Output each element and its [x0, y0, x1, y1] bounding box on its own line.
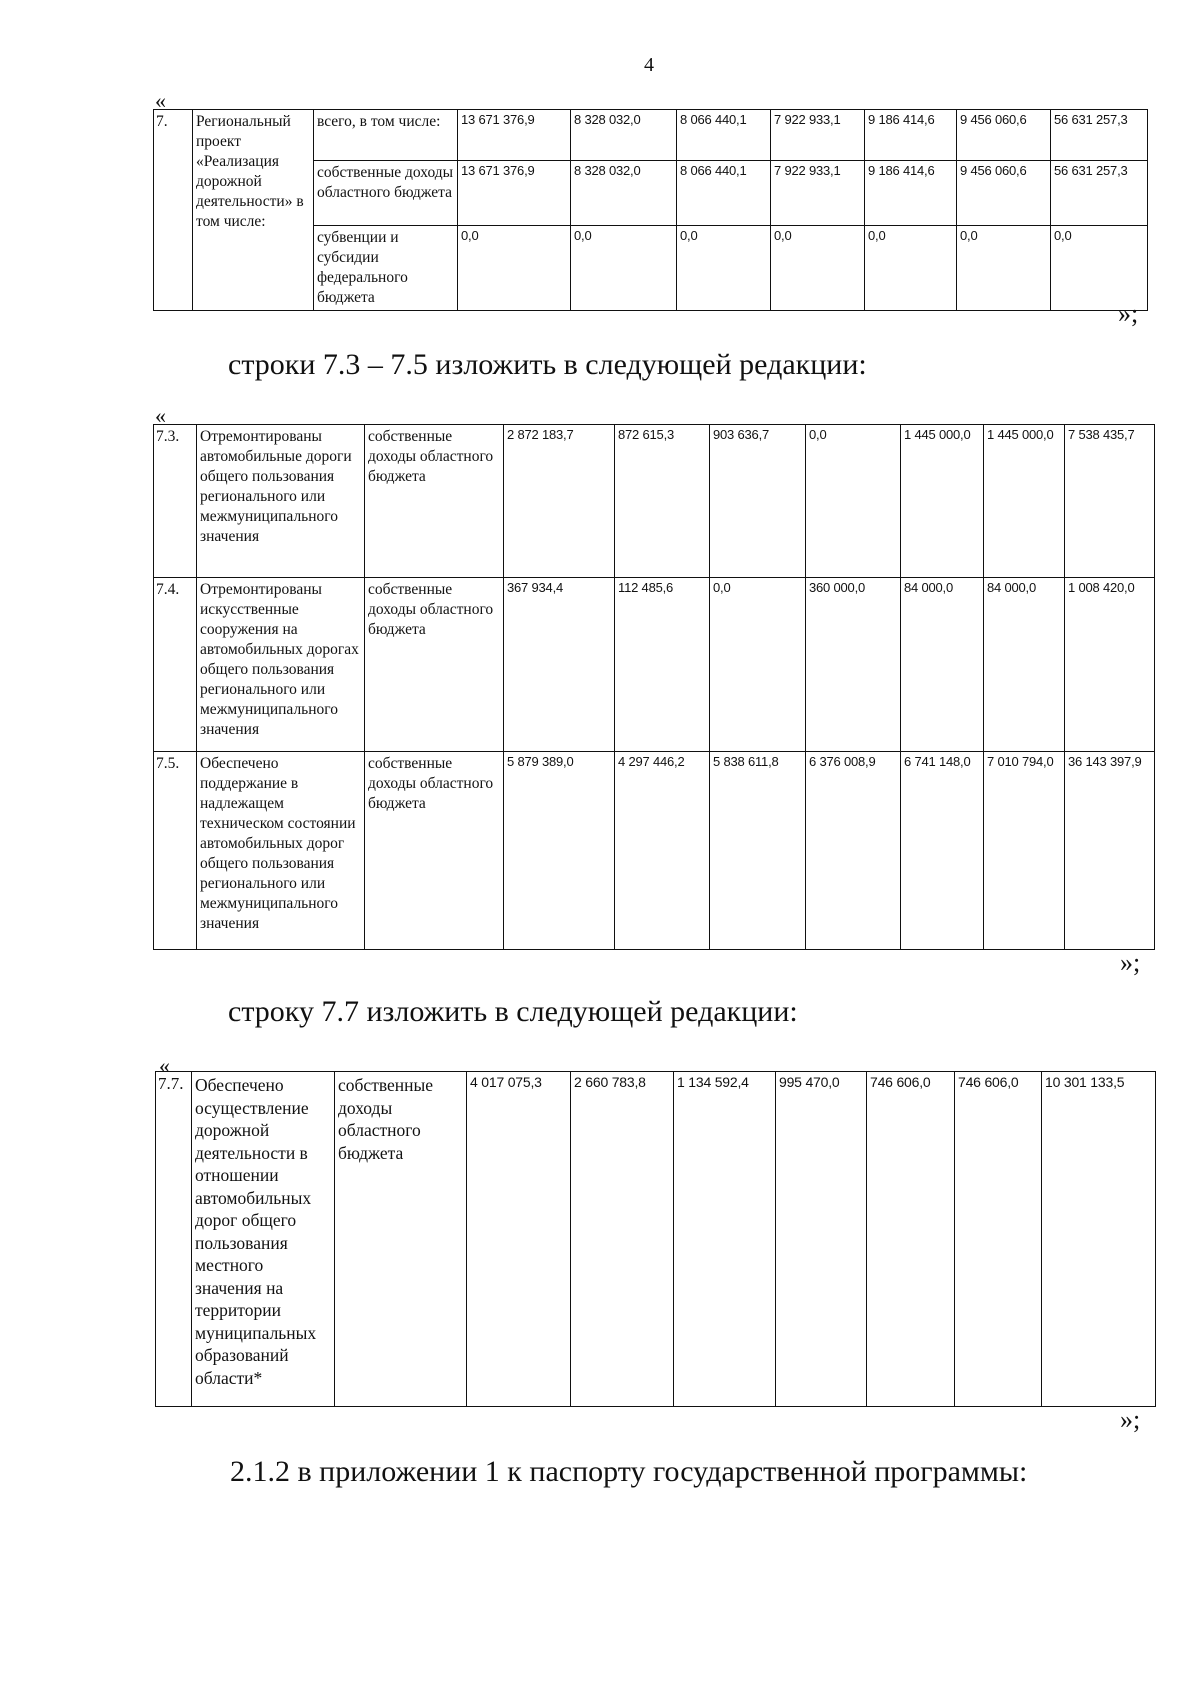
value-cell: 84 000,0 [901, 578, 984, 752]
value-cell: 9 186 414,6 [865, 161, 957, 226]
value-cell: 1 134 592,4 [674, 1072, 776, 1407]
value-cell: 9 456 060,6 [957, 161, 1051, 226]
table-row [154, 578, 1155, 752]
funding-source: собственные доходы областного бюджета [365, 752, 504, 950]
funding-source: собственные доходы областного бюджета [365, 425, 504, 578]
funding-source: собственные доходы областного бюджета [335, 1072, 467, 1407]
row-name: Отремонтированы автомобильные дороги общего пользования регионального или межмуниципального значения [197, 425, 365, 578]
value-cell: 4 017 075,3 [467, 1072, 571, 1407]
closing-quote: »; [1120, 1405, 1141, 1434]
page-number: 4 [644, 54, 654, 76]
value-cell: 0,0 [957, 226, 1051, 311]
value-cell: 5 879 389,0 [504, 752, 615, 950]
value-cell: 9 456 060,6 [957, 110, 1051, 161]
row-number: 7.4. [154, 578, 197, 752]
closing-quote: »; [1118, 299, 1139, 328]
value-cell: 0,0 [571, 226, 677, 311]
value-cell: 0,0 [677, 226, 771, 311]
value-cell: 84 000,0 [984, 578, 1065, 752]
value-cell: 0,0 [458, 226, 571, 311]
section-heading: 2.1.2 в приложении 1 к паспорту государственной программы: [230, 1455, 1028, 1488]
row-number: 7.7. [156, 1072, 192, 1407]
value-cell: 367 934,4 [504, 578, 615, 752]
value-cell: 5 838 611,8 [710, 752, 806, 950]
funding-source: собственные доходы областного бюджета [314, 161, 458, 226]
value-cell: 995 470,0 [776, 1072, 867, 1407]
total-cell: 56 631 257,3 [1051, 161, 1148, 226]
value-cell: 9 186 414,6 [865, 110, 957, 161]
value-cell: 8 066 440,1 [677, 161, 771, 226]
total-cell: 56 631 257,3 [1051, 110, 1148, 161]
value-cell: 0,0 [710, 578, 806, 752]
opening-quote: « [159, 1053, 170, 1078]
table-row [156, 1072, 1156, 1407]
value-cell: 2 660 783,8 [571, 1072, 674, 1407]
value-cell: 1 445 000,0 [901, 425, 984, 578]
section-heading: строку 7.7 изложить в следующей редакции: [228, 995, 798, 1028]
value-cell: 746 606,0 [867, 1072, 955, 1407]
row-number: 7.3. [154, 425, 197, 578]
total-cell: 7 538 435,7 [1065, 425, 1155, 578]
value-cell: 8 328 032,0 [571, 161, 677, 226]
value-cell: 13 671 376,9 [458, 110, 571, 161]
value-cell: 13 671 376,9 [458, 161, 571, 226]
opening-quote: « [155, 88, 166, 113]
table-regional-project [153, 109, 1148, 311]
opening-quote: « [155, 403, 166, 428]
value-cell: 7 922 933,1 [771, 161, 865, 226]
total-cell: 0,0 [1051, 226, 1148, 311]
table-row [154, 110, 1148, 161]
row-name: Обеспечено поддержание в надлежащем техническом состоянии автомобильных дорог общего пользования регионального или межмуниципального значения [197, 752, 365, 950]
row-name: Обеспечено осуществление дорожной деятельности в отношении автомобильных дорог общего пользования местного значения на территории муниципальных образований области* [192, 1072, 335, 1407]
table-row-7-7 [155, 1071, 1156, 1407]
value-cell: 7 922 933,1 [771, 110, 865, 161]
row-number: 7.5. [154, 752, 197, 950]
value-cell: 8 328 032,0 [571, 110, 677, 161]
table-row [154, 752, 1155, 950]
value-cell: 360 000,0 [806, 578, 901, 752]
value-cell: 112 485,6 [615, 578, 710, 752]
closing-quote: »; [1120, 948, 1141, 977]
value-cell: 746 606,0 [955, 1072, 1042, 1407]
total-cell: 1 008 420,0 [1065, 578, 1155, 752]
funding-source: субвенции и субсидии федерального бюджета [314, 226, 458, 311]
table-rows-7-3-7-5 [153, 424, 1155, 950]
value-cell: 872 615,3 [615, 425, 710, 578]
value-cell: 6 741 148,0 [901, 752, 984, 950]
table-row [154, 425, 1155, 578]
section-heading: строки 7.3 – 7.5 изложить в следующей редакции: [228, 348, 867, 381]
value-cell: 7 010 794,0 [984, 752, 1065, 950]
value-cell: 0,0 [865, 226, 957, 311]
value-cell: 2 872 183,7 [504, 425, 615, 578]
funding-source: собственные доходы областного бюджета [365, 578, 504, 752]
value-cell: 6 376 008,9 [806, 752, 901, 950]
project-name: Региональный проект «Реализация дорожной деятельности» в том числе: [193, 110, 314, 311]
value-cell: 8 066 440,1 [677, 110, 771, 161]
value-cell: 0,0 [771, 226, 865, 311]
value-cell: 4 297 446,2 [615, 752, 710, 950]
total-cell: 36 143 397,9 [1065, 752, 1155, 950]
total-cell: 10 301 133,5 [1042, 1072, 1156, 1407]
row-name: Отремонтированы искусственные сооружения на автомобильных дорогах общего пользования регионального или межмуниципального значения [197, 578, 365, 752]
row-number: 7. [154, 110, 193, 311]
funding-source: всего, в том числе: [314, 110, 458, 161]
value-cell: 903 636,7 [710, 425, 806, 578]
value-cell: 0,0 [806, 425, 901, 578]
value-cell: 1 445 000,0 [984, 425, 1065, 578]
